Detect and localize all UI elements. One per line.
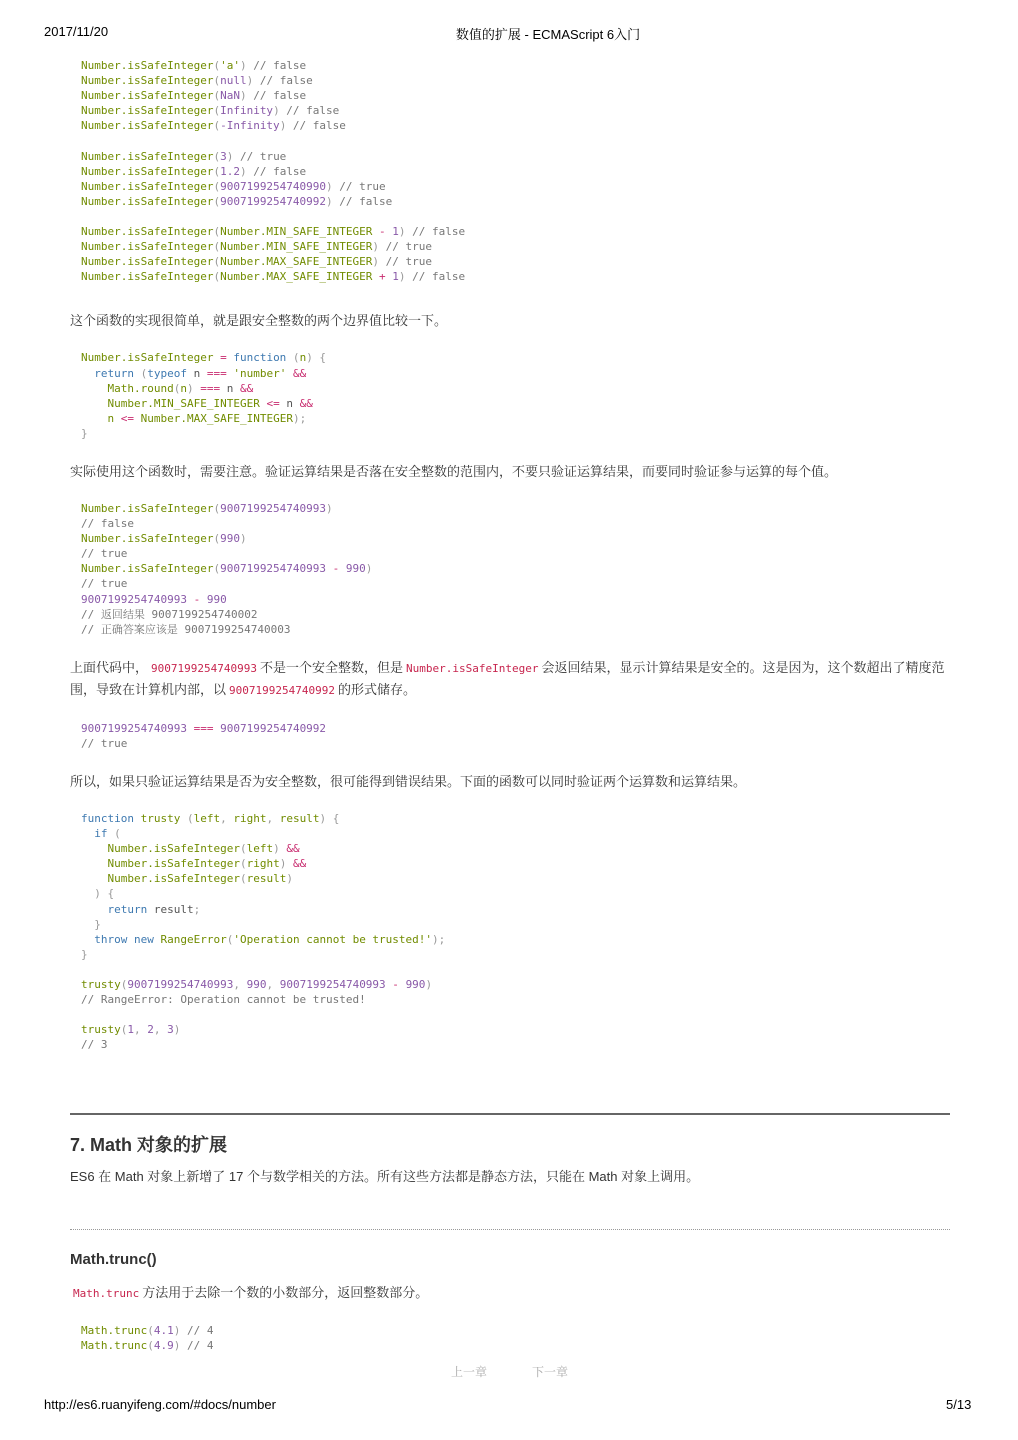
code-line: trusty(9007199254740993, 990, 9007199254740993 - 990) <box>81 978 433 992</box>
inline-code: Math.trunc <box>73 1286 140 1300</box>
code-line: Number.isSafeInteger(9007199254740993 - 990) <box>81 562 373 576</box>
code-line: 9007199254740993 - 990 <box>81 592 227 606</box>
code-line: Number.isSafeInteger(Number.MIN_SAFE_INTEGER - 1) // false <box>81 225 466 239</box>
print-page-number: 5/13 <box>946 1397 972 1412</box>
code-line: Math.trunc(4.9) // 4 <box>81 1338 214 1352</box>
code-line: Number.isSafeInteger(-Infinity) // false <box>81 119 346 133</box>
code-line <box>81 1007 950 1022</box>
code-block <box>70 721 950 751</box>
code-line: Number.isSafeInteger(Number.MAX_SAFE_INTEGER) // true <box>81 255 433 269</box>
code-block <box>70 501 950 637</box>
code-line: Number.MIN_SAFE_INTEGER <= n && <box>107 396 313 410</box>
paragraph: 这个函数的实现很简单，就是跟安全整数的两个边界值比较一下。 <box>70 313 448 329</box>
code-line: // RangeError: Operation cannot be trusted! <box>81 993 366 1007</box>
paragraph-text: 会返回结果，显示计算结果是安全的。这是因为，这个数超出了精度范围，导致在计算机内部，以 <box>70 659 945 697</box>
code-block <box>70 350 950 441</box>
code-line: Number.isSafeInteger(Infinity) // false <box>81 104 340 118</box>
inline-code: Number.isSafeInteger <box>406 661 539 675</box>
code-line: if ( <box>94 827 121 841</box>
code-line: // true <box>81 547 128 561</box>
code-line: // true <box>81 577 128 591</box>
code-line <box>81 962 950 977</box>
code-line: ) { <box>94 887 115 901</box>
code-line: Number.isSafeInteger(right) && <box>107 857 307 871</box>
code-line: trusty(1, 2, 3) <box>81 1023 181 1037</box>
next-chapter-link[interactable]: 下一章 <box>532 1365 569 1379</box>
paragraph-text: 上面代码中， <box>70 659 149 675</box>
paragraph: ES6 在 Math 对象上新增了 17 个与数学相关的方法。所有这些方法都是静态方法，只能在 Math 对象上调用。 <box>70 1168 700 1184</box>
code-line: function trusty (left, right, result) { <box>81 812 340 825</box>
code-line: } <box>81 426 88 440</box>
code-line: // 3 <box>81 1038 108 1052</box>
paragraph <box>70 657 950 701</box>
code-line <box>81 133 950 148</box>
code-line: // 正确答案应该是 9007199254740003 <box>81 622 291 636</box>
code-line: Number.isSafeInteger('a') // false <box>81 59 307 72</box>
code-line: Number.isSafeInteger(Number.MIN_SAFE_INTEGER) // true <box>81 240 433 254</box>
paragraph: 实际使用这个函数时，需要注意。验证运算结果是否落在安全整数的范围内，不要只验证运算结果，而要同时验证参与运算的每个值。 <box>70 463 838 479</box>
code-line: Math.round(n) === n && <box>107 381 254 395</box>
code-line: Number.isSafeInteger = function (n) { <box>81 351 327 365</box>
code-line: 9007199254740993 === 9007199254740992 <box>81 721 327 735</box>
code-line: Number.isSafeInteger(Number.MAX_SAFE_INTEGER + 1) // false <box>81 270 466 284</box>
code-line: Number.isSafeInteger(left) && <box>107 842 300 856</box>
code-line: return (typeof n === 'number' && <box>94 366 307 380</box>
code-block <box>70 58 950 284</box>
code-line: return result; <box>107 902 201 916</box>
code-line: Number.isSafeInteger(3) // true <box>81 149 287 163</box>
code-line: throw new RangeError('Operation cannot be trusted!'); <box>94 932 446 946</box>
code-block <box>70 1323 950 1353</box>
code-line: Number.isSafeInteger(1.2) // false <box>81 164 307 178</box>
inline-code: 9007199254740993 <box>151 661 257 675</box>
code-line: Number.isSafeInteger(NaN) // false <box>81 89 307 103</box>
code-line: // false <box>81 517 134 531</box>
paragraph-text: 不是一个安全整数，但是 <box>259 659 403 675</box>
prev-chapter-link[interactable]: 上一章 <box>451 1365 488 1379</box>
code-line: } <box>94 917 101 931</box>
print-url: http://es6.ruanyifeng.com/#docs/number <box>44 1397 276 1412</box>
code-line: Number.isSafeInteger(null) // false <box>81 74 313 88</box>
code-line <box>81 209 950 224</box>
code-line: // true <box>81 736 128 750</box>
paragraph <box>70 1282 950 1304</box>
code-line: Number.isSafeInteger(990) <box>81 532 247 546</box>
code-line: // 返回结果 9007199254740002 <box>81 607 258 621</box>
code-line: } <box>81 947 88 961</box>
subsection-heading: Math.trunc() <box>70 1250 157 1268</box>
paragraph: 所以，如果只验证运算结果是否为安全整数，很可能得到错误结果。下面的函数可以同时验证两个运算数和运算结果。 <box>70 774 747 789</box>
article-content <box>70 58 950 1353</box>
section-heading: 7. Math 对象的扩展 <box>70 1134 228 1155</box>
code-line: Math.trunc(4.1) // 4 <box>81 1323 214 1337</box>
code-line: Number.isSafeInteger(9007199254740993) <box>81 501 333 515</box>
print-title: 数值的扩展 - ECMAScript 6入门 <box>455 27 641 42</box>
code-line: Number.isSafeInteger(result) <box>107 872 293 886</box>
code-block <box>70 811 950 1053</box>
code-line: Number.isSafeInteger(9007199254740990) // true <box>81 179 386 193</box>
code-line: n <= Number.MAX_SAFE_INTEGER); <box>107 411 307 425</box>
print-date: 2017/11/20 <box>44 24 109 39</box>
inline-code: 9007199254740992 <box>229 683 335 697</box>
code-line: Number.isSafeInteger(9007199254740992) // false <box>81 194 393 208</box>
paragraph-text: 的形式储存。 <box>337 681 416 697</box>
paragraph-text: 方法用于去除一个数的小数部分，返回整数部分。 <box>142 1284 429 1300</box>
